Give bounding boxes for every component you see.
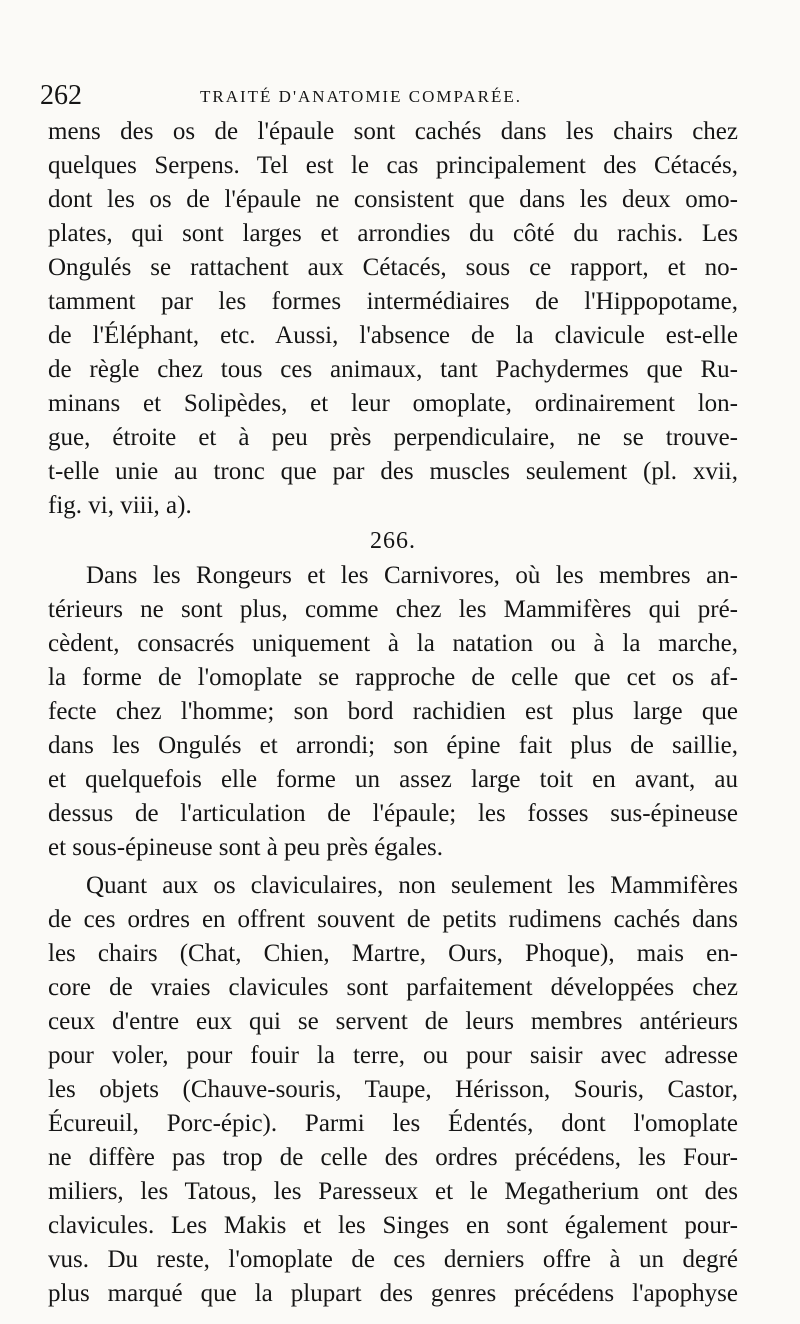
text-line: dessus de l'articulation de l'épaule; les fosses sus-épineuse xyxy=(48,800,738,827)
text-line: vus. Du reste, l'omoplate de ces derniers offre à un degré xyxy=(48,1246,738,1273)
text-line: et quelquefois elle forme un assez large toit en avant, au xyxy=(48,766,738,793)
text-line: Dans les Rongeurs et les Carnivores, où les membres an- xyxy=(86,562,738,589)
text-line: clavicules. Les Makis et les Singes en sont également pour- xyxy=(48,1212,738,1239)
text-line: fig. vi, viii, a). xyxy=(48,492,192,519)
text-line: dont les os de l'épaule ne consistent que dans les deux omo- xyxy=(48,186,738,213)
body-text xyxy=(48,115,738,1311)
text-line: ne diffère pas trop de celle des ordres précédens, les Four- xyxy=(48,1144,738,1171)
paragraph-1 xyxy=(48,115,738,523)
section-number: 266. xyxy=(370,528,416,554)
text-line: mens des os de l'épaule sont cachés dans les chairs chez xyxy=(48,118,738,145)
text-line: plates, qui sont larges et arrondies du côté du rachis. Les xyxy=(48,220,738,247)
text-line: de l'Éléphant, etc. Aussi, l'absence de la clavicule est-elle xyxy=(48,322,738,349)
page-header xyxy=(40,78,752,114)
text-line: core de vraies clavicules sont parfaitement développées chez xyxy=(48,974,738,1001)
text-line: la forme de l'omoplate se rapproche de celle que cet os af- xyxy=(48,664,738,691)
text-line: gue, étroite et à peu près perpendiculaire, ne se trouve- xyxy=(48,424,738,451)
text-line: térieurs ne sont plus, comme chez les Mammifères qui pré- xyxy=(48,596,738,623)
text-line: miliers, les Tatous, les Paresseux et le Megatherium ont des xyxy=(48,1178,738,1205)
text-line: tamment par les formes intermédiaires de l'Hippopotame, xyxy=(48,288,738,315)
text-line: de règle chez tous ces animaux, tant Pachydermes que Ru- xyxy=(48,356,738,383)
text-line: Écureuil, Porc-épic). Parmi les Édentés, dont l'omoplate xyxy=(48,1110,738,1137)
text-line: cèdent, consacrés uniquement à la natation ou à la marche, xyxy=(48,630,738,657)
paragraph-2 xyxy=(48,559,738,865)
page-number: 262 xyxy=(40,80,82,111)
text-line: t-elle unie au tronc que par des muscles seulement (pl. xvii, xyxy=(48,458,738,485)
paragraph-3 xyxy=(48,869,738,1311)
text-line: dans les Ongulés et arrondi; son épine fait plus de saillie, xyxy=(48,732,738,759)
text-line: ceux d'entre eux qui se servent de leurs membres antérieurs xyxy=(48,1008,738,1035)
running-head: TRAITÉ D'ANATOMIE COMPARÉE. xyxy=(200,87,522,106)
text-line: fecte chez l'homme; son bord rachidien est plus large que xyxy=(48,698,738,725)
text-line: pour voler, pour fouir la terre, ou pour saisir avec adresse xyxy=(48,1042,738,1069)
text-line: les objets (Chauve-souris, Taupe, Hérisson, Souris, Castor, xyxy=(48,1076,738,1103)
text-line: les chairs (Chat, Chien, Martre, Ours, Phoque), mais en- xyxy=(48,940,738,967)
text-line: Quant aux os claviculaires, non seulement les Mammifères xyxy=(86,872,738,899)
text-line: plus marqué que la plupart des genres précédens l'apophyse xyxy=(48,1280,738,1307)
text-line: et sous-épineuse sont à peu près égales. xyxy=(48,834,444,861)
text-line: quelques Serpens. Tel est le cas principalement des Cétacés, xyxy=(48,152,738,179)
text-line: de ces ordres en offrent souvent de petits rudimens cachés dans xyxy=(48,906,738,933)
text-line: minans et Solipèdes, et leur omoplate, ordinairement lon- xyxy=(48,390,738,417)
text-line: Ongulés se rattachent aux Cétacés, sous ce rapport, et no- xyxy=(48,254,738,281)
